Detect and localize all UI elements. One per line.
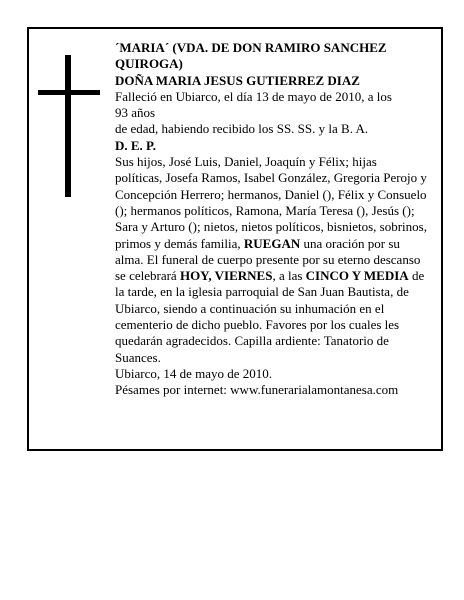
- prayer-text: una oración por su alma. El funeral de cuerpo presente por su eterno descanso se celebrará: [115, 235, 421, 284]
- cross-vertical-bar: [65, 55, 71, 197]
- death-line-3: de edad, habiendo recibido los SS. SS. y la B. A.: [115, 121, 369, 137]
- obituary-text: [115, 40, 427, 399]
- death-line-1: Falleció en Ubiarco, el día 13 de mayo de 2010, a los: [115, 88, 392, 104]
- deceased-name: DOÑA MARIA JESUS GUTIERREZ DIAZ: [115, 72, 360, 88]
- cross-horizontal-bar: [38, 90, 100, 95]
- family-paragraph: [115, 154, 427, 366]
- hoy-viernes-text: HOY, VIERNES: [179, 268, 273, 284]
- funeral-time: CINCO Y MEDIA: [305, 268, 409, 284]
- death-line-2: 93 años: [115, 105, 156, 121]
- ruegan-text: RUEGAN: [243, 235, 301, 251]
- rip-text: D. E. P.: [115, 137, 157, 153]
- date-line: Ubiarco, 14 de mayo de 2010.: [115, 365, 273, 381]
- cross-icon: [38, 55, 100, 197]
- internet-line: Pésames por internet: www.funerarialamontanesa.com: [115, 382, 399, 398]
- family-text: Sus hijos, José Luis, Daniel, Joaquín y Félix; hijas políticas, Josefa Ramos, Isabel González, Gregoria Perojo y Concepción Herrero; hermanos, Daniel (), Félix y Consuelo (); hermanos políticos, Ramona, María Teresa (), Jesús (); Sara y Arturo (); nietos, nietos políticos, bisnietos, sobrinos, primos y demás familia,: [115, 154, 427, 251]
- at-text: , a las: [272, 268, 306, 284]
- heading-line-2: QUIROGA): [115, 56, 183, 72]
- funeral-text: de la tarde, en la iglesia parroquial de San Juan Bautista, de Ubiarco, siendo a continuación su inhumación en el cementerio de dicho pueblo. Favores por los cuales les quedarán agradecidos. Capilla ardiente: Tanatorio de Suances.: [115, 268, 425, 365]
- heading-line-1: ´MARIA´ (VDA. DE DON RAMIRO SANCHEZ: [115, 40, 387, 55]
